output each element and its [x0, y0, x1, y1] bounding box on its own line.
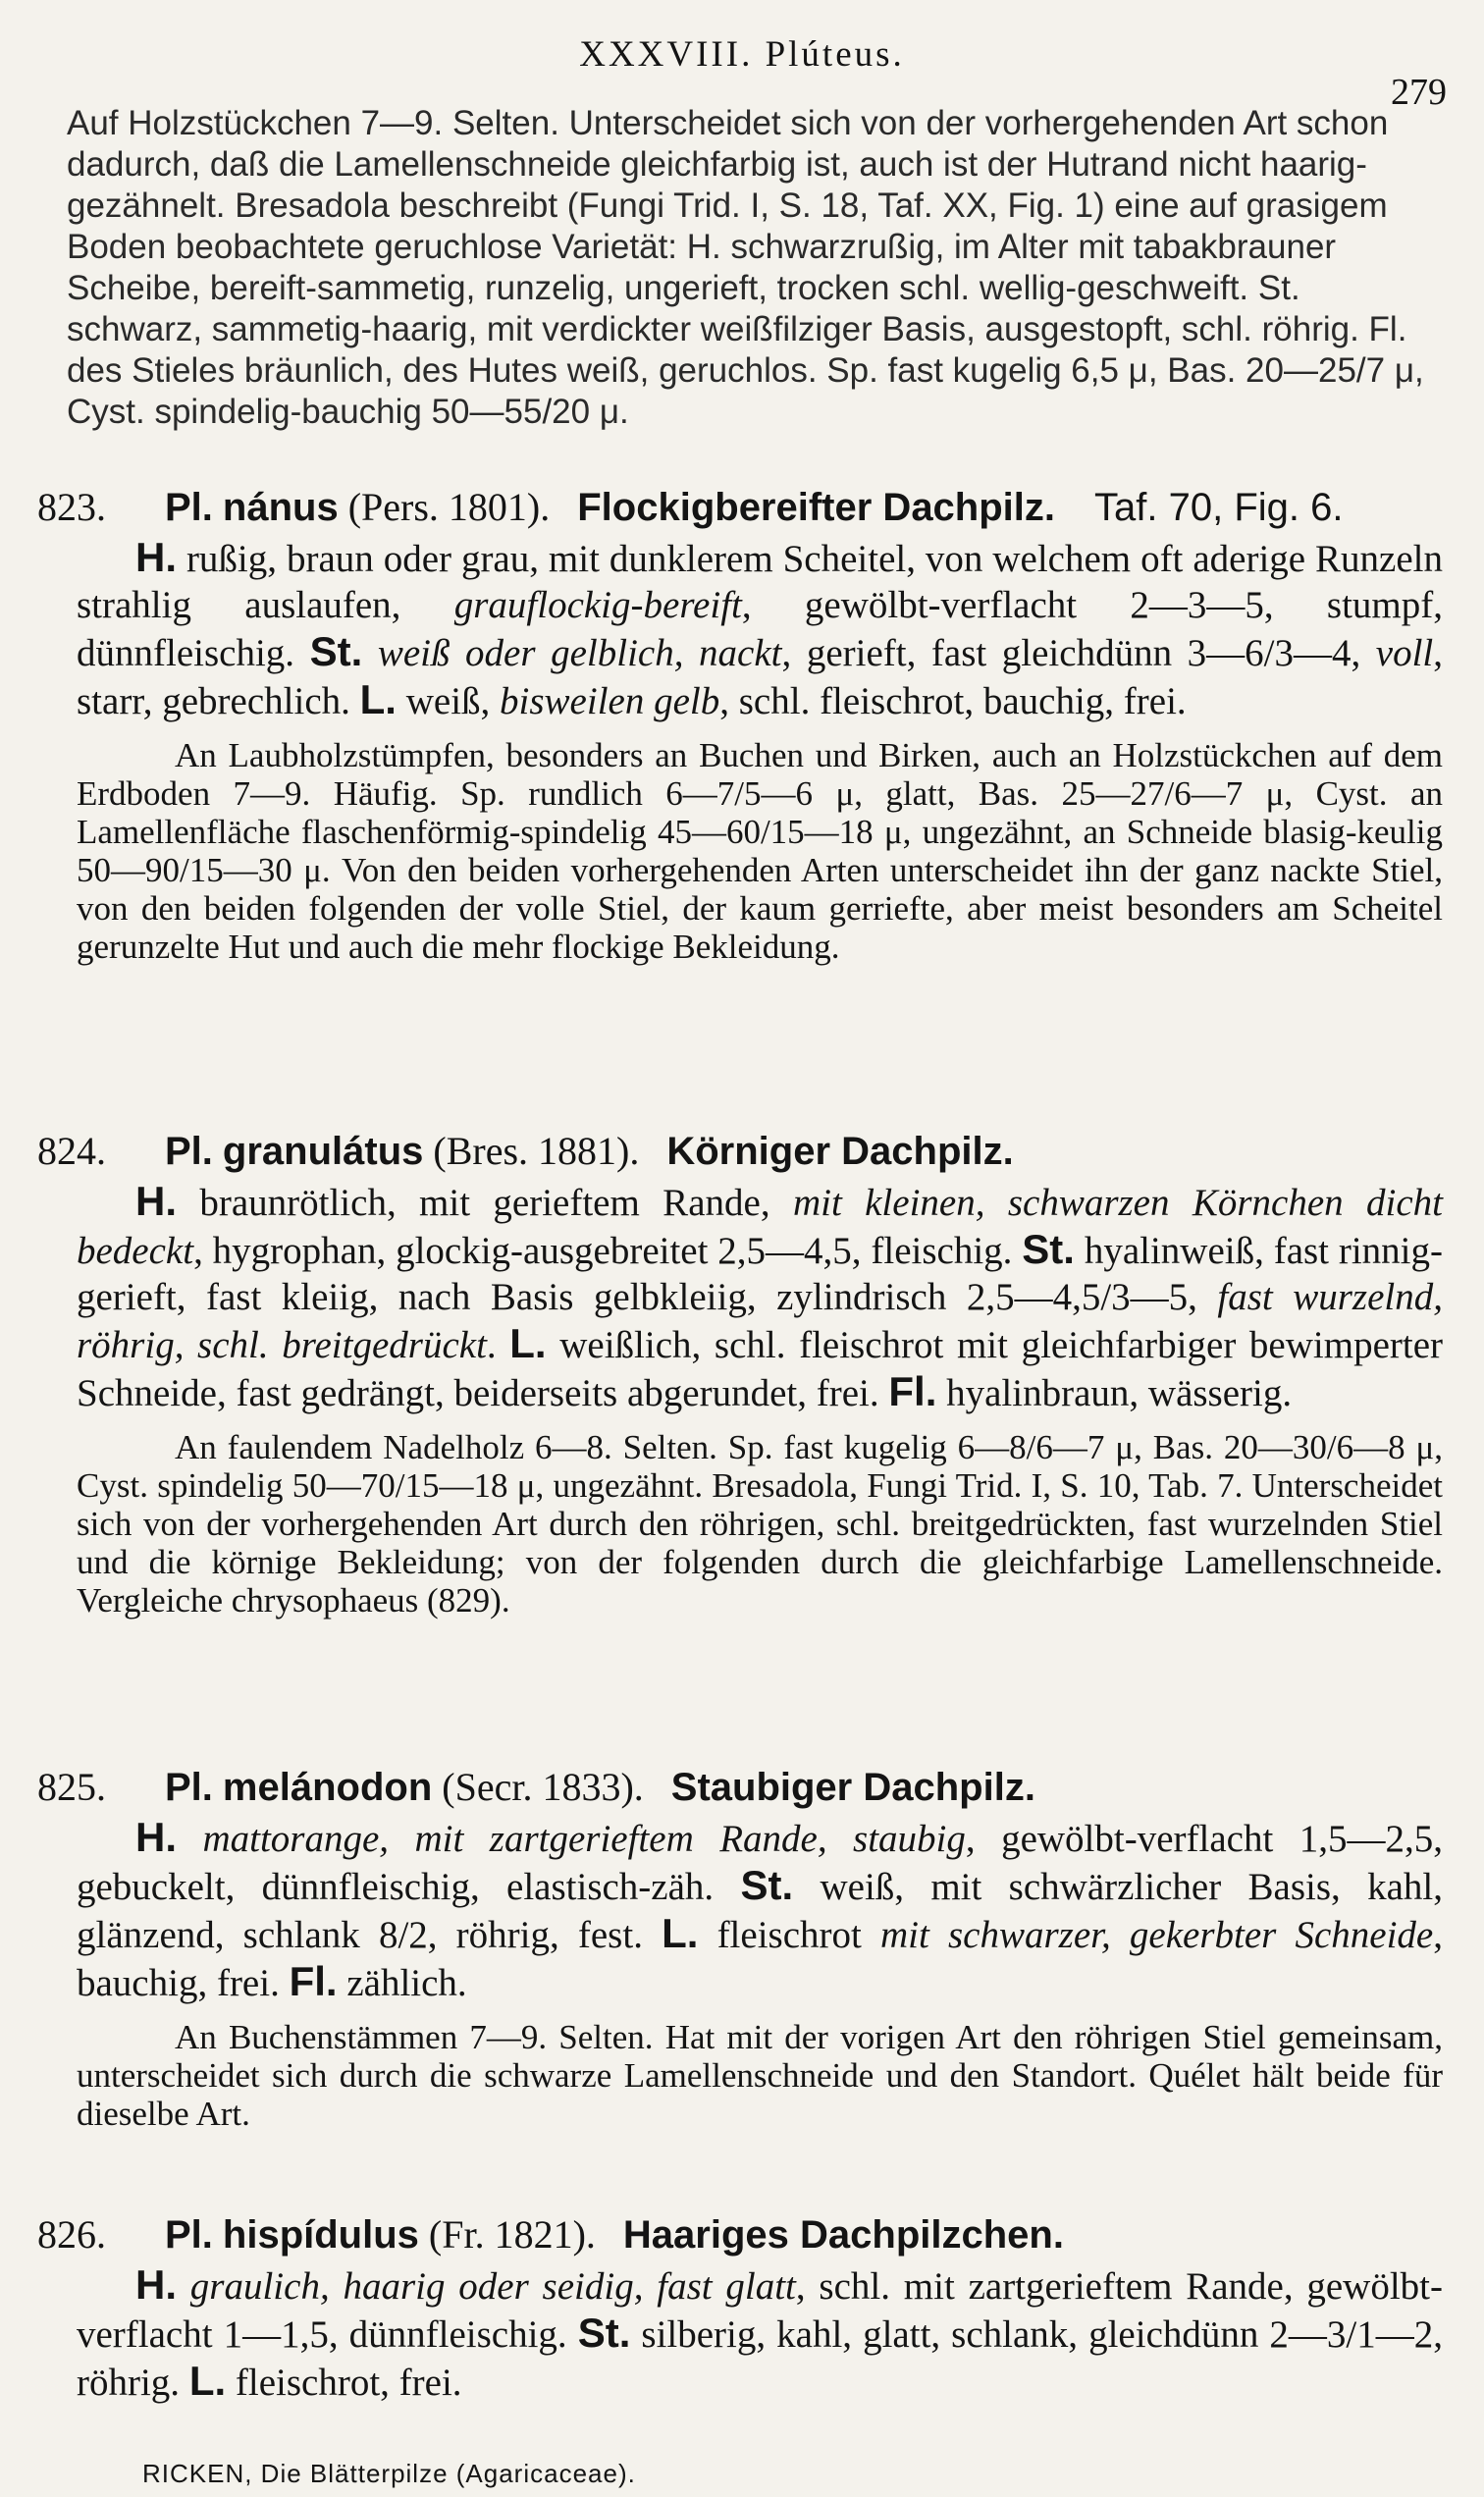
stiel-label: St. [1022, 1226, 1075, 1272]
common-name: Körniger Dachpilz. [666, 1130, 1014, 1173]
desc-italic: mit kleinen, schwarzen Körnchen dicht bedeckt [77, 1182, 1443, 1272]
desc-text: hyalinweiß, fast rinnig-gerieft, fast kleiig, nach Basis gelbkleiig, zylindrisch 2,5—4,5/3—5, [77, 1230, 1444, 1318]
description [37, 1814, 1443, 2006]
desc-italic: mit schwarzer, gekerbter Schneide [880, 1914, 1434, 1956]
description [37, 534, 1443, 724]
hut-label: H. [135, 1178, 177, 1224]
lamellen-label: L. [509, 1320, 547, 1366]
desc-text: . [486, 1324, 510, 1366]
entry-number: 826. [37, 2212, 106, 2257]
entry-heading [37, 483, 1443, 532]
habitat-note: An Buchenstämmen 7—9. Selten. Hat mit der vorigen Art den röhrigen Stiel gemeinsam, unterscheidet sich durch die schwarze Lamellenschneide und den Standort. Quélet hält beide für dieselbe Art. [77, 2018, 1443, 2133]
description [37, 2261, 1443, 2406]
fleisch-label: Fl. [888, 1368, 937, 1414]
entry-heading [37, 1127, 1443, 1176]
desc-text: silberig, kahl, glatt, schlank, gleichdünn 2—3/1—2, röhrig. [77, 2313, 1443, 2404]
page-number: 279 [1391, 72, 1447, 113]
hut-label: H. [135, 534, 177, 580]
desc-text: zählich. [337, 1962, 467, 2004]
desc-italic: mattorange, mit zartgerieftem Rande, staubig [177, 1818, 966, 1860]
species-entry-824 [37, 1127, 1443, 1620]
genus-abbrev: Pl. [165, 2213, 213, 2257]
lamellen-label: L. [359, 676, 397, 722]
species-name: granulátus [222, 1130, 424, 1173]
stiel-label: St. [740, 1862, 794, 1908]
desc-text: hyalinbraun, wässerig. [936, 1372, 1293, 1414]
desc-text: rußig, braun oder grau, mit dunklerem Scheitel, von welchem oft aderige Runzeln strahlig auslaufen, [77, 538, 1443, 626]
desc-text: , gewölbt-verflacht 2—3—5, stumpf, dünnfleischig. [77, 584, 1443, 674]
species-entry-825 [37, 1763, 1443, 2133]
hut-label: H. [135, 1814, 177, 1860]
desc-text: , bauchig, frei. [77, 1914, 1443, 2004]
desc-italic: bisweilen gelb [500, 680, 720, 722]
species-entry-823 [37, 483, 1443, 966]
desc-text: , starr, gebrechlich. [77, 632, 1444, 722]
desc-italic: grauflockig-bereift [453, 584, 742, 626]
footer-imprint: RICKEN, Die Blätterpilze (Agaricaceae). [142, 2459, 636, 2488]
authority: (Pers. 1801). [347, 485, 551, 529]
plate-reference: Taf. 70, Fig. 6. [1094, 486, 1344, 529]
hut-label: H. [135, 2261, 177, 2308]
lamellen-label: L. [662, 1910, 699, 1956]
desc-text: weißlich, schl. fleischrot mit gleichfarbiger bewimperter Schneide, fast gedrängt, beiderseits abgerundet, frei. [77, 1324, 1444, 1414]
habitat-note: An Laubholzstümpfen, besonders an Buchen und Birken, auch an Holzstückchen auf dem Erdboden 7—9. Häufig. Sp. rundlich 6—7/5—6 μ, glatt, Bas. 25—27/6—7 μ, Cyst. an Lamellenfläche flaschenförmig-spindelig 45—60/15—18 μ, ungezähnt, an Schneide blasig-keulig 50—90/15—30 μ. Von den beiden vorhergehenden Arten unterscheidet ihn der ganz nackte Stiel, von den beiden folgenden der volle Stiel, der kaum gerriefte, aber meist besonders am Scheitel gerunzelte Hut und auch die mehr flockige Bekleidung. [77, 736, 1443, 966]
species-name: nánus [222, 486, 339, 529]
desc-text: weiß, mit schwärzlicher Basis, kahl, glänzend, schlank 8/2, röhrig, fest. [77, 1866, 1443, 1956]
description [37, 1178, 1443, 1416]
running-title: XXXVIII. Plúteus. [579, 34, 905, 75]
entry-number: 823. [37, 485, 106, 529]
authority: (Secr. 1833). [442, 1765, 644, 1809]
desc-italic: graulich, haarig oder seidig, fast glatt [177, 2265, 796, 2308]
desc-italic: weiß oder gelblich, nackt [362, 632, 782, 674]
desc-italic: voll [1375, 632, 1434, 674]
desc-italic: fast wurzelnd, röhrig, schl. breitgedrückt [77, 1276, 1443, 1366]
desc-text: , schl. fleischrot, bauchig, frei. [719, 680, 1187, 722]
desc-text: fleischrot [698, 1914, 880, 1956]
authority: (Bres. 1881). [433, 1129, 640, 1173]
entry-number: 824. [37, 1129, 106, 1173]
common-name: Staubiger Dachpilz. [670, 1766, 1035, 1809]
genus-abbrev: Pl. [165, 486, 213, 529]
stiel-label: St. [577, 2310, 631, 2356]
authority: (Fr. 1821). [428, 2212, 596, 2257]
species-name: melánodon [222, 1766, 433, 1809]
desc-text: weiß, [396, 680, 501, 722]
fleisch-label: Fl. [289, 1958, 338, 2004]
common-name: Flockigbereifter Dachpilz. [577, 486, 1056, 529]
desc-text: braunrötlich, mit gerieftem Rande, [177, 1182, 793, 1224]
genus-abbrev: Pl. [165, 1766, 213, 1809]
stiel-label: St. [309, 628, 363, 674]
genus-abbrev: Pl. [165, 1130, 213, 1173]
desc-text: , schl. mit zartgerieftem Rande, gewölbt-verflacht 1—1,5, dünnfleischig. [77, 2265, 1444, 2356]
desc-text: fleischrot, frei. [226, 2362, 462, 2404]
intro-text: Auf Holzstückchen 7—9. Selten. Unterscheidet sich von der vorhergehenden Art schon dadurch, daß die Lamellenschneide gleichfarbig ist, auch ist der Hutrand nicht haarig-gezähnelt. Bresadola beschreibt (Fungi Trid. I, S. 18, Taf. XX, Fig. 1) eine auf grasigem Boden beobachtete geruchlose Varietät: H. schwarzrußig, im Alter mit tabakbrauner Scheibe, bereift-sammetig, runzelig, ungerieft, trocken schl. wellig-geschweift. St. schwarz, sammetig-haarig, mit verdickter weißfilziger Basis, ausgestopft, schl. röhrig. Fl. des Stieles bräunlich, des Hutes weiß, geruchlos. Sp. fast kugelig 6,5 μ, Bas. 20—25/7 μ, Cyst. spindelig-bauchig 50—55/20 μ. [67, 104, 1424, 431]
habitat-note: An faulendem Nadelholz 6—8. Selten. Sp. fast kugelig 6—8/6—7 μ, Bas. 20—30/6—8 μ, Cyst. spindelig 50—70/15—18 μ, ungezähnt. Bresadola, Fungi Trid. I, S. 10, Tab. 7. Unterscheidet sich von der vorhergehenden Art durch den röhrigen, schl. breitgedrückten, fast wurzelnden Stiel und die körnige Bekleidung; von der folgenden durch die gleichfarbige Lamellenschneide. Vergleiche chrysophaeus (829). [77, 1428, 1443, 1620]
species-entry-826 [37, 2210, 1443, 2406]
continued-paragraph [67, 103, 1441, 433]
entry-heading [37, 1763, 1443, 1812]
desc-text: , hygrophan, glockig-ausgebreitet 2,5—4,5, fleischig. [193, 1230, 1023, 1272]
common-name: Haariges Dachpilzchen. [622, 2213, 1064, 2257]
entry-heading [37, 2210, 1443, 2259]
species-name: hispídulus [222, 2213, 419, 2257]
entry-number: 825. [37, 1765, 106, 1809]
lamellen-label: L. [188, 2358, 227, 2404]
desc-text: , gerieft, fast gleichdünn 3—6/3—4, [781, 632, 1376, 674]
desc-text: , gewölbt-verflacht 1,5—2,5, gebuckelt, dünnfleischig, elastisch-zäh. [77, 1818, 1443, 1908]
